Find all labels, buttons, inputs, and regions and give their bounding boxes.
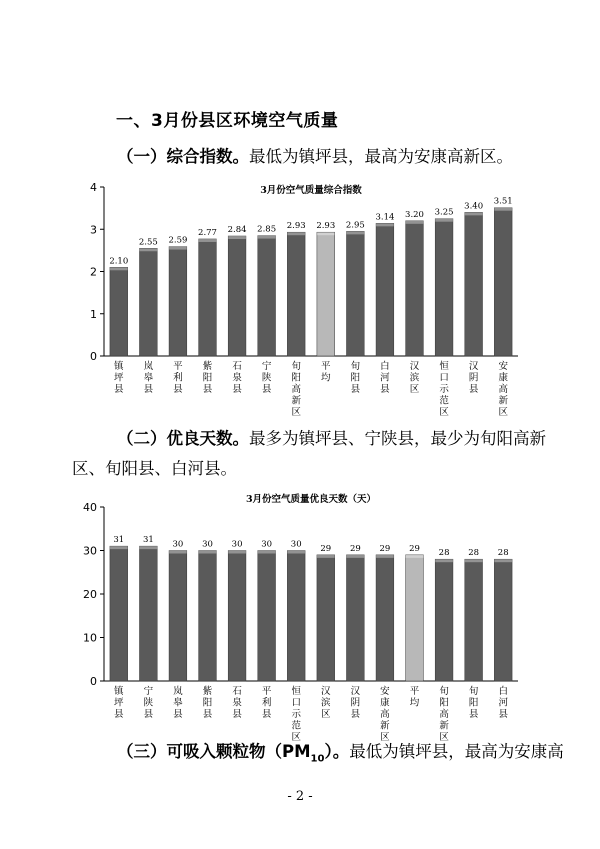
data-label: 28 bbox=[468, 548, 480, 559]
x-tick-label: 汉滨区 bbox=[321, 686, 331, 720]
y-tick-label: 3 bbox=[90, 223, 97, 237]
bar-top-highlight bbox=[110, 546, 128, 549]
bar-top-highlight bbox=[465, 212, 483, 215]
x-tick-label: 安康高新区 bbox=[380, 686, 390, 743]
bar bbox=[346, 231, 364, 356]
bar bbox=[228, 236, 246, 356]
bar bbox=[494, 559, 512, 681]
bar bbox=[376, 223, 394, 356]
chart-svg bbox=[0, 175, 600, 420]
paragraph-label: （三）可吸入颗粒物$(PM_{10})$。 bbox=[117, 742, 350, 765]
y-tick-label: 0 bbox=[90, 675, 97, 688]
bar-top-highlight bbox=[494, 559, 512, 562]
bar bbox=[258, 236, 276, 356]
data-label: 2.93 bbox=[316, 221, 336, 232]
x-tick-label: 旬阳高新区 bbox=[291, 361, 301, 418]
bar bbox=[287, 551, 305, 682]
data-label: 28 bbox=[438, 548, 450, 559]
data-label: 2.59 bbox=[168, 235, 188, 246]
bar-top-highlight bbox=[287, 232, 305, 235]
data-label: 29 bbox=[379, 543, 391, 554]
x-tick-label: 平利县 bbox=[173, 361, 183, 395]
bar-top-highlight bbox=[346, 231, 364, 234]
x-tick-label: 岚皋县 bbox=[143, 361, 154, 395]
data-label: 31 bbox=[113, 535, 125, 546]
data-label: 30 bbox=[231, 539, 243, 550]
paragraph-good-days-line2: 区、旬阳县、白河县。 bbox=[72, 459, 237, 478]
bar-top-highlight bbox=[139, 248, 157, 251]
bar-top-highlight bbox=[258, 236, 276, 239]
x-tick-label: 白河县 bbox=[498, 686, 508, 720]
chart-svg bbox=[0, 490, 600, 743]
data-label: 2.93 bbox=[286, 221, 306, 232]
data-label: 3.14 bbox=[375, 212, 395, 223]
paragraph-label: （一）综合指数。 bbox=[117, 147, 249, 166]
data-label: 30 bbox=[202, 539, 213, 550]
y-tick-label: 0 bbox=[90, 350, 97, 363]
data-label: 2.84 bbox=[227, 225, 247, 236]
bar bbox=[376, 555, 394, 681]
bar bbox=[228, 551, 246, 682]
x-tick-label: 石泉县 bbox=[232, 686, 242, 720]
x-tick-label: 汉阴县 bbox=[350, 686, 361, 720]
data-label: 29 bbox=[409, 543, 420, 554]
x-tick-label: 汉阴县 bbox=[468, 361, 479, 395]
data-label: 3.51 bbox=[493, 196, 513, 207]
bar-top-highlight bbox=[110, 267, 128, 270]
paragraph-composite-index bbox=[117, 143, 513, 167]
bar bbox=[406, 221, 424, 356]
x-tick-label: 镇坪县 bbox=[114, 361, 124, 395]
bar bbox=[169, 247, 187, 356]
y-tick-label: 10 bbox=[83, 631, 97, 645]
data-label: 30 bbox=[172, 539, 184, 550]
bar-top-highlight bbox=[435, 219, 453, 222]
bar bbox=[287, 232, 305, 356]
data-label: 29 bbox=[349, 543, 361, 554]
bar bbox=[435, 219, 453, 356]
chart-title: 3月份空气质量优良天数（天） bbox=[245, 494, 377, 505]
paragraph-pm10 bbox=[117, 738, 564, 764]
bar bbox=[494, 208, 512, 356]
bar bbox=[199, 551, 217, 682]
data-label: 3.25 bbox=[434, 207, 454, 218]
x-tick-label: 宁陕县 bbox=[261, 361, 272, 395]
bar-top-highlight bbox=[228, 551, 246, 554]
bar-top-highlight bbox=[406, 555, 424, 558]
data-label: 30 bbox=[261, 539, 273, 550]
x-tick-label: 岚皋县 bbox=[173, 686, 183, 720]
bar-top-highlight bbox=[228, 236, 246, 239]
y-tick-label: 4 bbox=[90, 181, 97, 194]
bar-top-highlight bbox=[494, 208, 512, 211]
x-tick-label: 汉滨区 bbox=[409, 361, 420, 395]
paragraph-text: 最低为镇坪县，最高为安康高新区。 bbox=[249, 147, 513, 166]
bar-top-highlight bbox=[317, 555, 335, 558]
bar-top-highlight bbox=[258, 551, 276, 554]
bar-top-highlight bbox=[376, 223, 394, 226]
page-number: - 2 - bbox=[287, 789, 313, 804]
bar-top-highlight bbox=[435, 559, 453, 562]
x-tick-label: 平利县 bbox=[261, 686, 272, 720]
x-tick-label: 平均 bbox=[409, 686, 420, 709]
bar bbox=[199, 239, 217, 356]
data-label: 31 bbox=[142, 535, 154, 546]
chart-good-days bbox=[0, 490, 600, 743]
x-tick-label: 紫阳县 bbox=[202, 686, 213, 720]
data-label: 2.77 bbox=[198, 227, 217, 238]
bar bbox=[258, 551, 276, 682]
bar bbox=[169, 551, 187, 682]
data-label: 2.55 bbox=[138, 237, 158, 248]
y-tick-label: 2 bbox=[90, 265, 97, 279]
bar-top-highlight bbox=[346, 555, 364, 558]
bar-top-highlight bbox=[317, 232, 335, 235]
data-label: 2.10 bbox=[109, 256, 129, 267]
data-label: 2.85 bbox=[257, 224, 277, 235]
bar-average bbox=[406, 555, 424, 681]
x-tick-label: 石泉县 bbox=[232, 361, 242, 395]
bar bbox=[465, 559, 483, 681]
bar bbox=[435, 559, 453, 681]
x-tick-label: 镇坪县 bbox=[114, 686, 124, 720]
bar-top-highlight bbox=[199, 239, 217, 242]
x-tick-label: 安康高新区 bbox=[498, 361, 508, 418]
bar-top-highlight bbox=[169, 551, 187, 554]
x-tick-label: 旬阳县 bbox=[468, 686, 479, 720]
x-tick-label: 恒口示范区 bbox=[291, 686, 301, 743]
paragraph-text: 最多为镇坪县、宁陕县，最少为旬阳高新 bbox=[249, 429, 546, 448]
data-label: 28 bbox=[497, 548, 509, 559]
x-tick-label: 宁陕县 bbox=[143, 686, 154, 720]
bar-top-highlight bbox=[465, 559, 483, 562]
bar bbox=[465, 212, 483, 356]
bar bbox=[139, 248, 157, 356]
bar bbox=[110, 546, 128, 681]
x-tick-label: 恒口示范区 bbox=[439, 361, 449, 418]
chart-composite-index bbox=[0, 175, 600, 420]
chart-title: 3月份空气质量综合指数 bbox=[260, 185, 362, 196]
paragraph-label: （二）优良天数。 bbox=[117, 429, 249, 448]
data-label: 3.40 bbox=[464, 201, 484, 212]
x-tick-label: 旬阳县 bbox=[350, 361, 361, 395]
data-label: 30 bbox=[290, 539, 302, 550]
bar bbox=[317, 555, 335, 681]
bar-top-highlight bbox=[376, 555, 394, 558]
y-tick-label: 40 bbox=[83, 501, 97, 514]
data-label: 2.95 bbox=[345, 220, 365, 231]
y-tick-label: 1 bbox=[90, 307, 97, 321]
paragraph-good-days-line1 bbox=[117, 425, 546, 449]
data-label: 3.20 bbox=[405, 209, 424, 220]
bar-top-highlight bbox=[169, 247, 187, 250]
y-tick-label: 30 bbox=[83, 544, 97, 558]
paragraph-text: 最低为镇坪县，最高为安康高 bbox=[349, 742, 564, 761]
bar-average bbox=[317, 232, 335, 356]
x-tick-label: 紫阳县 bbox=[202, 361, 213, 395]
y-tick-label: 20 bbox=[83, 588, 97, 601]
bar-top-highlight bbox=[139, 546, 157, 549]
bar-top-highlight bbox=[199, 551, 217, 554]
bar bbox=[346, 555, 364, 681]
x-tick-label: 平均 bbox=[321, 361, 331, 384]
bar bbox=[110, 267, 128, 356]
bar bbox=[139, 546, 157, 681]
bar-top-highlight bbox=[287, 551, 305, 554]
x-tick-label: 旬阳高新区 bbox=[439, 686, 449, 743]
x-tick-label: 白河县 bbox=[380, 361, 390, 395]
bar-top-highlight bbox=[406, 221, 424, 224]
section-heading: 一、3月份县区环境空气质量 bbox=[116, 111, 339, 131]
data-label: 29 bbox=[320, 543, 332, 554]
